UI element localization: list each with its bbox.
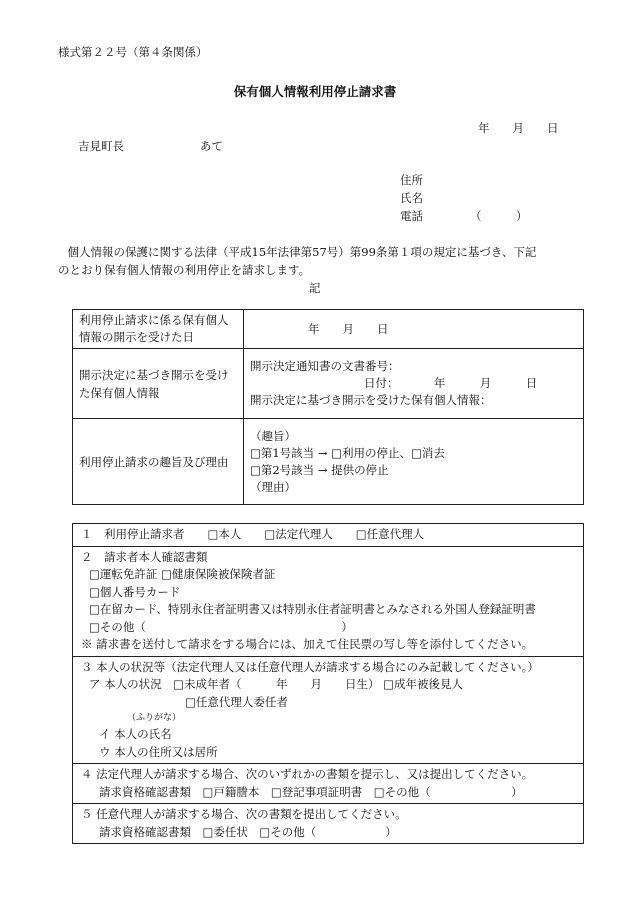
item2-option: □第2号該当 → 提供の停止 — [250, 462, 389, 477]
requester-type: １ 利用停止請求者 □本人 □法定代理人 □任意代理人 — [81, 527, 425, 541]
date-label: 日付： — [364, 376, 399, 390]
legal-rep-docs: 請求資格確認書類 □戸籍謄本 □登記事項証明書 □その他（ ） — [99, 784, 523, 799]
id-doc-mynumber: □個人番号カード — [89, 584, 181, 599]
id-doc-note: ※ 請求書を送付して請求をする場合には、加えて住民票の写し等を添付してください。 — [81, 637, 534, 651]
voluntary-rep-docs: 請求資格確認書類 □委任状 □その他（ ） — [99, 824, 397, 839]
item1-option: □第1号該当 → □利用の停止、□消去 — [250, 445, 445, 460]
phone-paren: （ ） — [470, 209, 528, 223]
legal-rep-title: ４ 法定代理人が請求する場合、次のいずれかの書類を提示し、又は提出してください。 — [81, 767, 534, 781]
id-documents-title: ２ 請求者本人確認書類 — [81, 549, 208, 564]
body-text-1: 個人情報の保護に関する法律（平成15年法律第57号）第99条第１項の規定に基づき、下記 — [56, 245, 537, 259]
id-doc-license: □運転免許証 □健康保険被保険者証 — [89, 567, 276, 581]
form-number: 様式第２２号（第４条関係） — [58, 45, 208, 59]
document-number-label: 開示決定通知書の文書番号： — [250, 359, 400, 373]
disclosed-info-label-1: 開示決定に基づき開示を受け — [79, 367, 229, 382]
phone-label: 電話 — [400, 209, 423, 223]
furigana-label: （ふりがな） — [127, 713, 182, 723]
principal-status-2: □任意代理人委任者 — [185, 694, 288, 709]
disclosed-info-label: 開示決定に基づき開示を受けた保有個人情報： — [250, 393, 492, 407]
received-date-value: 年 月 日 — [308, 322, 389, 336]
addressee-suffix: あて — [200, 139, 223, 153]
disclosed-info-label-cell — [73, 349, 244, 419]
voluntary-rep-title: ５ 任意代理人が請求する場合、次の書類を提出してください。 — [81, 807, 407, 821]
page-title: 保有個人情報利用停止請求書 — [233, 84, 397, 99]
requester-info-table — [72, 523, 584, 844]
principal-status-title: ３ 本人の状況等（法定代理人又は任意代理人が請求する場合にのみ記載してください。） — [81, 659, 539, 674]
section-2 — [73, 546, 584, 656]
principal-status: ア 本人の状況 □未成年者（ 年 月 日生） □成年被後見人 — [89, 677, 464, 691]
purpose-reason-label: 利用停止請求の趣旨及び理由 — [79, 454, 229, 469]
disclosed-info-label-2: た保有個人情報 — [79, 385, 160, 400]
address-label: 住所 — [400, 173, 423, 187]
name-label: 氏名 — [400, 191, 423, 205]
principal-address-label: ウ 本人の住所又は居所 — [99, 744, 218, 759]
disclosed-info-cell — [244, 349, 584, 419]
ki-label: 記 — [309, 281, 321, 295]
received-date-label-1: 利用停止請求に係る保有個人 — [79, 313, 229, 327]
section-5 — [73, 804, 584, 844]
purpose-heading: （趣旨） — [250, 428, 296, 443]
date-line: 年 月 日 — [478, 121, 559, 135]
reason-heading: （理由） — [250, 479, 296, 494]
section-4 — [73, 764, 584, 804]
section-3 — [73, 656, 584, 764]
request-details-table — [72, 309, 584, 505]
received-date-cell — [244, 310, 584, 349]
id-doc-residence-card: □在留カード、特別永住者証明書又は特別永住者証明書とみなされる外国人登録証明書 — [89, 602, 536, 616]
received-date-label-cell — [73, 310, 244, 349]
section-1 — [73, 524, 584, 547]
received-date-label-2: 情報の開示を受けた日 — [79, 330, 194, 344]
addressee: 吉見町長 — [78, 139, 124, 153]
disclosure-date: 年 月 日 — [433, 376, 538, 390]
principal-name-label: イ 本人の氏名 — [99, 727, 172, 741]
purpose-reason-cell — [244, 419, 584, 505]
body-text-2: のとおり保有個人情報の利用停止を請求します。 — [58, 263, 311, 277]
id-doc-other: □その他（ ） — [89, 619, 353, 634]
purpose-reason-label-cell — [73, 419, 244, 505]
